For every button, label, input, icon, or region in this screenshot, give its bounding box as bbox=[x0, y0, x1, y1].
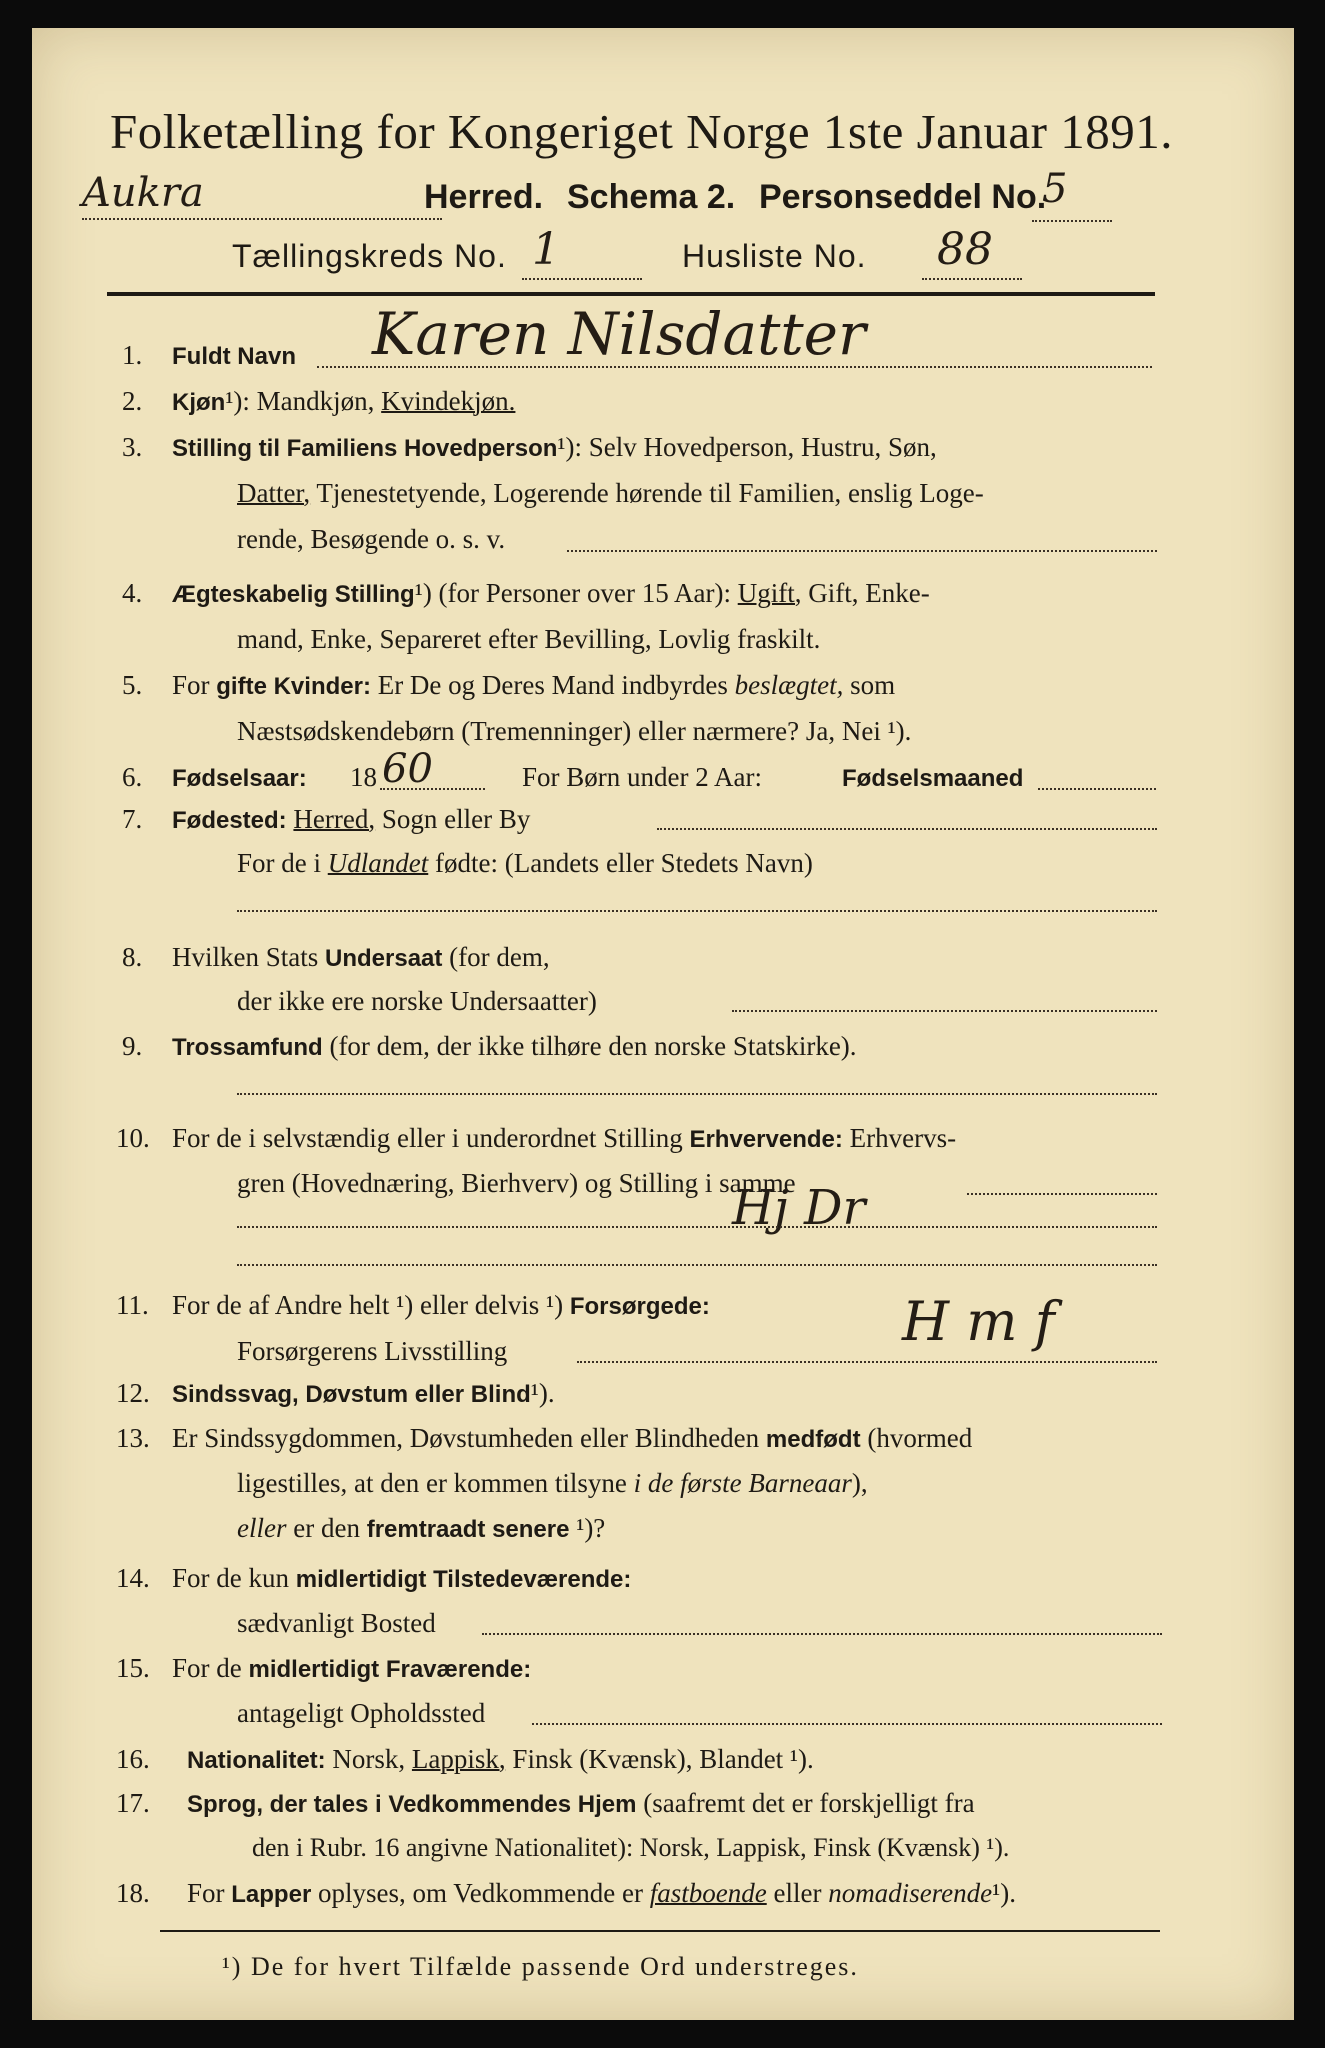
kjon-kvinde: Kvindekjøn. bbox=[381, 386, 516, 416]
label-fodselsmaaned: Fødselsmaaned bbox=[842, 765, 1024, 792]
field-number: 3. bbox=[122, 432, 143, 462]
lapper-text-b: oplyses, om Vedkommende er bbox=[318, 1878, 643, 1908]
stilling-datter: Datter, bbox=[237, 478, 311, 508]
label-nationalitet: Nationalitet: bbox=[187, 1747, 326, 1774]
udland-dotline bbox=[237, 910, 1157, 912]
field-number: 15. bbox=[116, 1653, 150, 1683]
fravaer-dotline bbox=[532, 1723, 1162, 1725]
medfodt-text-2b: ), bbox=[851, 1468, 868, 1498]
fodested-options: Sogn eller By bbox=[381, 804, 531, 834]
trossamfund-text: (for dem, der ikke tilhøre den norske Statskirke). bbox=[329, 1031, 857, 1061]
nationalitet-norsk: Norsk, bbox=[332, 1744, 406, 1774]
stilling-dotline bbox=[567, 550, 1157, 552]
sprog-line-1 bbox=[187, 1788, 975, 1819]
label-sprog: Sprog, der tales i Vedkommendes Hjem bbox=[187, 1791, 637, 1818]
label-kjon: Kjøn bbox=[172, 389, 226, 416]
fodested-herred: Herred, bbox=[293, 804, 376, 834]
sprog-text-1: (saafremt det er forskjelligt fra bbox=[643, 1788, 975, 1818]
medfodt-text-3b: ¹)? bbox=[576, 1513, 606, 1543]
stilling-options-3: rende, Besøgende o. s. v. bbox=[237, 524, 506, 554]
kjon-line bbox=[172, 386, 515, 417]
kreds-number: 1 bbox=[532, 224, 560, 275]
lapper-text-a: For bbox=[187, 1878, 225, 1908]
kjon-mand: Mandkjøn, bbox=[256, 386, 375, 416]
fodselsaar-prefix: 18 bbox=[350, 762, 377, 792]
medfodt-text-a: Er Sindssygdommen, Døvstumheden eller Blindheden bbox=[172, 1423, 760, 1453]
erhverv-handwritten: Hj Dr bbox=[732, 1180, 866, 1236]
husliste-label: Husliste No. bbox=[682, 238, 867, 274]
personseddel-dotline bbox=[1032, 220, 1112, 222]
nationalitet-lappisk: Lappisk, bbox=[411, 1744, 506, 1774]
fodselsaar-dotline bbox=[380, 788, 485, 790]
undersaat-dotline bbox=[732, 1010, 1157, 1012]
nationalitet-others: Finsk (Kvænsk), Blandet ¹). bbox=[512, 1744, 814, 1774]
herred-label: Herred. bbox=[424, 178, 544, 216]
tilstede-text-a: For de kun bbox=[172, 1563, 289, 1593]
nationalitet-line bbox=[187, 1744, 814, 1775]
personseddel-number: 5 bbox=[1042, 166, 1068, 212]
field-number: 8. bbox=[122, 942, 143, 972]
field-number: 12. bbox=[116, 1378, 150, 1408]
lapper-nomadiserende: nomadiserende bbox=[828, 1878, 993, 1908]
schema-label: Schema 2. bbox=[567, 178, 736, 216]
erhverv-dotline-1 bbox=[967, 1193, 1157, 1195]
husliste-dotline bbox=[922, 278, 1022, 280]
name-dotline bbox=[317, 366, 1152, 368]
forsorget-dotline bbox=[577, 1361, 1157, 1363]
herred-dotline bbox=[82, 218, 442, 220]
personseddel-label: Personseddel No. bbox=[759, 178, 1047, 216]
field-number: 11. bbox=[116, 1290, 149, 1320]
label-erhvervende: Erhvervende: bbox=[689, 1126, 843, 1153]
label-stilling: Stilling til Familiens Hovedperson bbox=[172, 435, 558, 462]
forsorget-line-2: Forsørgerens Livsstilling bbox=[237, 1336, 508, 1366]
undersaat-text-a: Hvilken Stats bbox=[172, 942, 319, 972]
tilstede-line-1 bbox=[172, 1563, 631, 1594]
fodselsmaaned-dotline bbox=[1038, 788, 1156, 790]
field-number: 17. bbox=[116, 1788, 150, 1818]
erhverv-line-2: gren (Hovednæring, Bierhverv) og Stilling i samme bbox=[237, 1168, 796, 1198]
egteskab-options-2: mand, Enke, Separeret efter Bevilling, Lovlig fraskilt. bbox=[237, 624, 821, 654]
label-undersaat: Undersaat bbox=[325, 945, 443, 972]
stilling-line-2 bbox=[237, 478, 984, 509]
lapper-line bbox=[187, 1878, 1016, 1909]
forsorget-text-a: For de af Andre helt ¹) eller delvis ¹) bbox=[172, 1290, 564, 1320]
field-number: 9. bbox=[122, 1031, 143, 1061]
trossamfund-dotline bbox=[237, 1093, 1157, 1095]
egteskab-options-1: ¹) (for Personer over 15 Aar): bbox=[414, 578, 731, 608]
undersaat-line-2: der ikke ere norske Undersaatter) bbox=[237, 986, 597, 1016]
trossamfund-line bbox=[172, 1031, 857, 1062]
fravaer-text-a: For de bbox=[172, 1653, 242, 1683]
label-lapper: Lapper bbox=[231, 1881, 312, 1908]
fodested-line-2 bbox=[237, 848, 813, 879]
label-egteskab: Ægteskabelig Stilling bbox=[172, 581, 415, 608]
label-tilstede: midlertidigt Tilstedeværende: bbox=[295, 1566, 632, 1593]
label-fodested: Fødested: bbox=[172, 807, 287, 834]
medfodt-eller: eller bbox=[237, 1513, 287, 1543]
medfodt-line-2 bbox=[237, 1468, 868, 1499]
medfodt-barneaar: i de første Barneaar bbox=[633, 1468, 852, 1498]
footer-rule bbox=[160, 1930, 1160, 1932]
fodselsmaaned-text: For Børn under 2 Aar: bbox=[522, 762, 762, 792]
lapper-text-d: ¹). bbox=[992, 1878, 1016, 1908]
fodested-udland-b: fødte: (Landets eller Stedets Navn) bbox=[435, 848, 813, 878]
form-title: Folketælling for Kongeriget Norge 1ste Januar 1891. bbox=[110, 104, 1173, 159]
label-fravaer: midlertidigt Fraværende: bbox=[248, 1656, 532, 1683]
erhverv-text-a: For de i selvstændig eller i underordnet Stilling bbox=[172, 1123, 683, 1153]
label-trossamfund: Trossamfund bbox=[172, 1034, 323, 1061]
medfodt-line-1 bbox=[172, 1423, 972, 1454]
kreds-label: Tællingskreds No. bbox=[232, 238, 507, 274]
label-sindssvag: Sindssvag, Døvstum eller Blind bbox=[172, 1381, 531, 1408]
fodested-dotline bbox=[657, 828, 1157, 830]
field-number: 6. bbox=[122, 762, 143, 792]
egteskab-options-1b: Gift, Enke- bbox=[808, 578, 930, 608]
label-gifte-kvinder: gifte Kvinder: bbox=[216, 673, 371, 700]
fodselsaar-handwritten: 60 bbox=[382, 746, 433, 792]
tilstede-dotline bbox=[482, 1633, 1162, 1635]
undersaat-line-1 bbox=[172, 942, 550, 973]
medfodt-text-2a: ligestilles, at den er kommen tilsyne bbox=[237, 1468, 627, 1498]
stilling-options-2: Tjenestetyende, Logerende hørende til Familien, enslig Loge- bbox=[316, 478, 984, 508]
field-number: 1. bbox=[122, 340, 143, 370]
forsorger-handwritten: H m f bbox=[902, 1290, 1055, 1353]
label-fuldt-navn: Fuldt Navn bbox=[172, 343, 296, 370]
field-number: 10. bbox=[116, 1123, 150, 1153]
lapper-fastboende: fastboende bbox=[649, 1878, 767, 1908]
undersaat-text-b: (for dem, bbox=[449, 942, 550, 972]
fodested-udlandet: Udlandet bbox=[327, 848, 429, 878]
census-form bbox=[32, 28, 1294, 2020]
erhverv-dotline-2 bbox=[237, 1226, 1157, 1228]
herred-name-handwritten: Aukra bbox=[82, 170, 204, 216]
field-number: 2. bbox=[122, 386, 143, 416]
field-number: 14. bbox=[116, 1563, 150, 1593]
field-number: 4. bbox=[122, 578, 143, 608]
label-medfodt: medfødt bbox=[765, 1426, 861, 1453]
erhverv-dotline-3 bbox=[237, 1264, 1157, 1266]
medfodt-text-b: (hvormed bbox=[867, 1423, 973, 1453]
sindssvag-note: ¹). bbox=[530, 1378, 555, 1408]
gifte-text-a: For bbox=[172, 670, 210, 700]
full-name-handwritten: Karen Nilsdatter bbox=[372, 300, 866, 368]
gifte-text-b: Er De og Deres Mand indbyrdes bbox=[377, 670, 728, 700]
sprog-line-2: den i Rubr. 16 angivne Nationalitet): Norsk, Lappisk, Finsk (Kvænsk) ¹). bbox=[252, 1833, 1010, 1862]
egteskab-ugift: Ugift, bbox=[737, 578, 802, 608]
gifte-line-2: Næstsødskendebørn (Tremenninger) eller nærmere? Ja, Nei ¹). bbox=[237, 716, 912, 746]
label-fodselsaar: Fødselsaar: bbox=[172, 765, 307, 792]
fravaer-line-1 bbox=[172, 1653, 531, 1684]
forsorget-line-1 bbox=[172, 1290, 710, 1321]
field-number: 13. bbox=[116, 1423, 150, 1453]
tilstede-line-2: sædvanligt Bosted bbox=[237, 1608, 436, 1638]
header-rule bbox=[107, 292, 1155, 296]
label-fremtraadt: fremtraadt senere bbox=[366, 1516, 570, 1543]
field-number: 5. bbox=[122, 670, 143, 700]
field-number: 18. bbox=[116, 1878, 150, 1908]
medfodt-line-3 bbox=[237, 1513, 605, 1544]
husliste-number: 88 bbox=[937, 224, 993, 275]
medfodt-text-3a: er den bbox=[293, 1513, 360, 1543]
label-forsorgede: Forsørgede: bbox=[569, 1293, 710, 1320]
kreds-dotline bbox=[522, 278, 642, 280]
gifte-line-1 bbox=[172, 670, 895, 701]
fodested-line-1 bbox=[172, 804, 530, 835]
gifte-text-c: som bbox=[850, 670, 896, 700]
field-number: 16. bbox=[116, 1744, 150, 1774]
gifte-beslaegtet: beslægtet, bbox=[734, 670, 844, 700]
kjon-note: ¹): bbox=[225, 386, 250, 416]
sindssvag-line bbox=[172, 1378, 555, 1409]
field-number: 7. bbox=[122, 804, 143, 834]
lapper-text-c: eller bbox=[773, 1878, 822, 1908]
fodested-udland-a: For de i bbox=[237, 848, 321, 878]
fravaer-line-2: antageligt Opholdssted bbox=[237, 1698, 486, 1728]
egteskab-line-1 bbox=[172, 578, 930, 609]
stilling-line-1 bbox=[172, 432, 937, 463]
erhverv-line-1 bbox=[172, 1123, 956, 1154]
footnote: ¹) De for hvert Tilfælde passende Ord understreges. bbox=[222, 1952, 859, 1981]
stilling-options-1: ¹): Selv Hovedperson, Hustru, Søn, bbox=[557, 432, 937, 462]
erhverv-text-b: Erhvervs- bbox=[849, 1123, 957, 1153]
